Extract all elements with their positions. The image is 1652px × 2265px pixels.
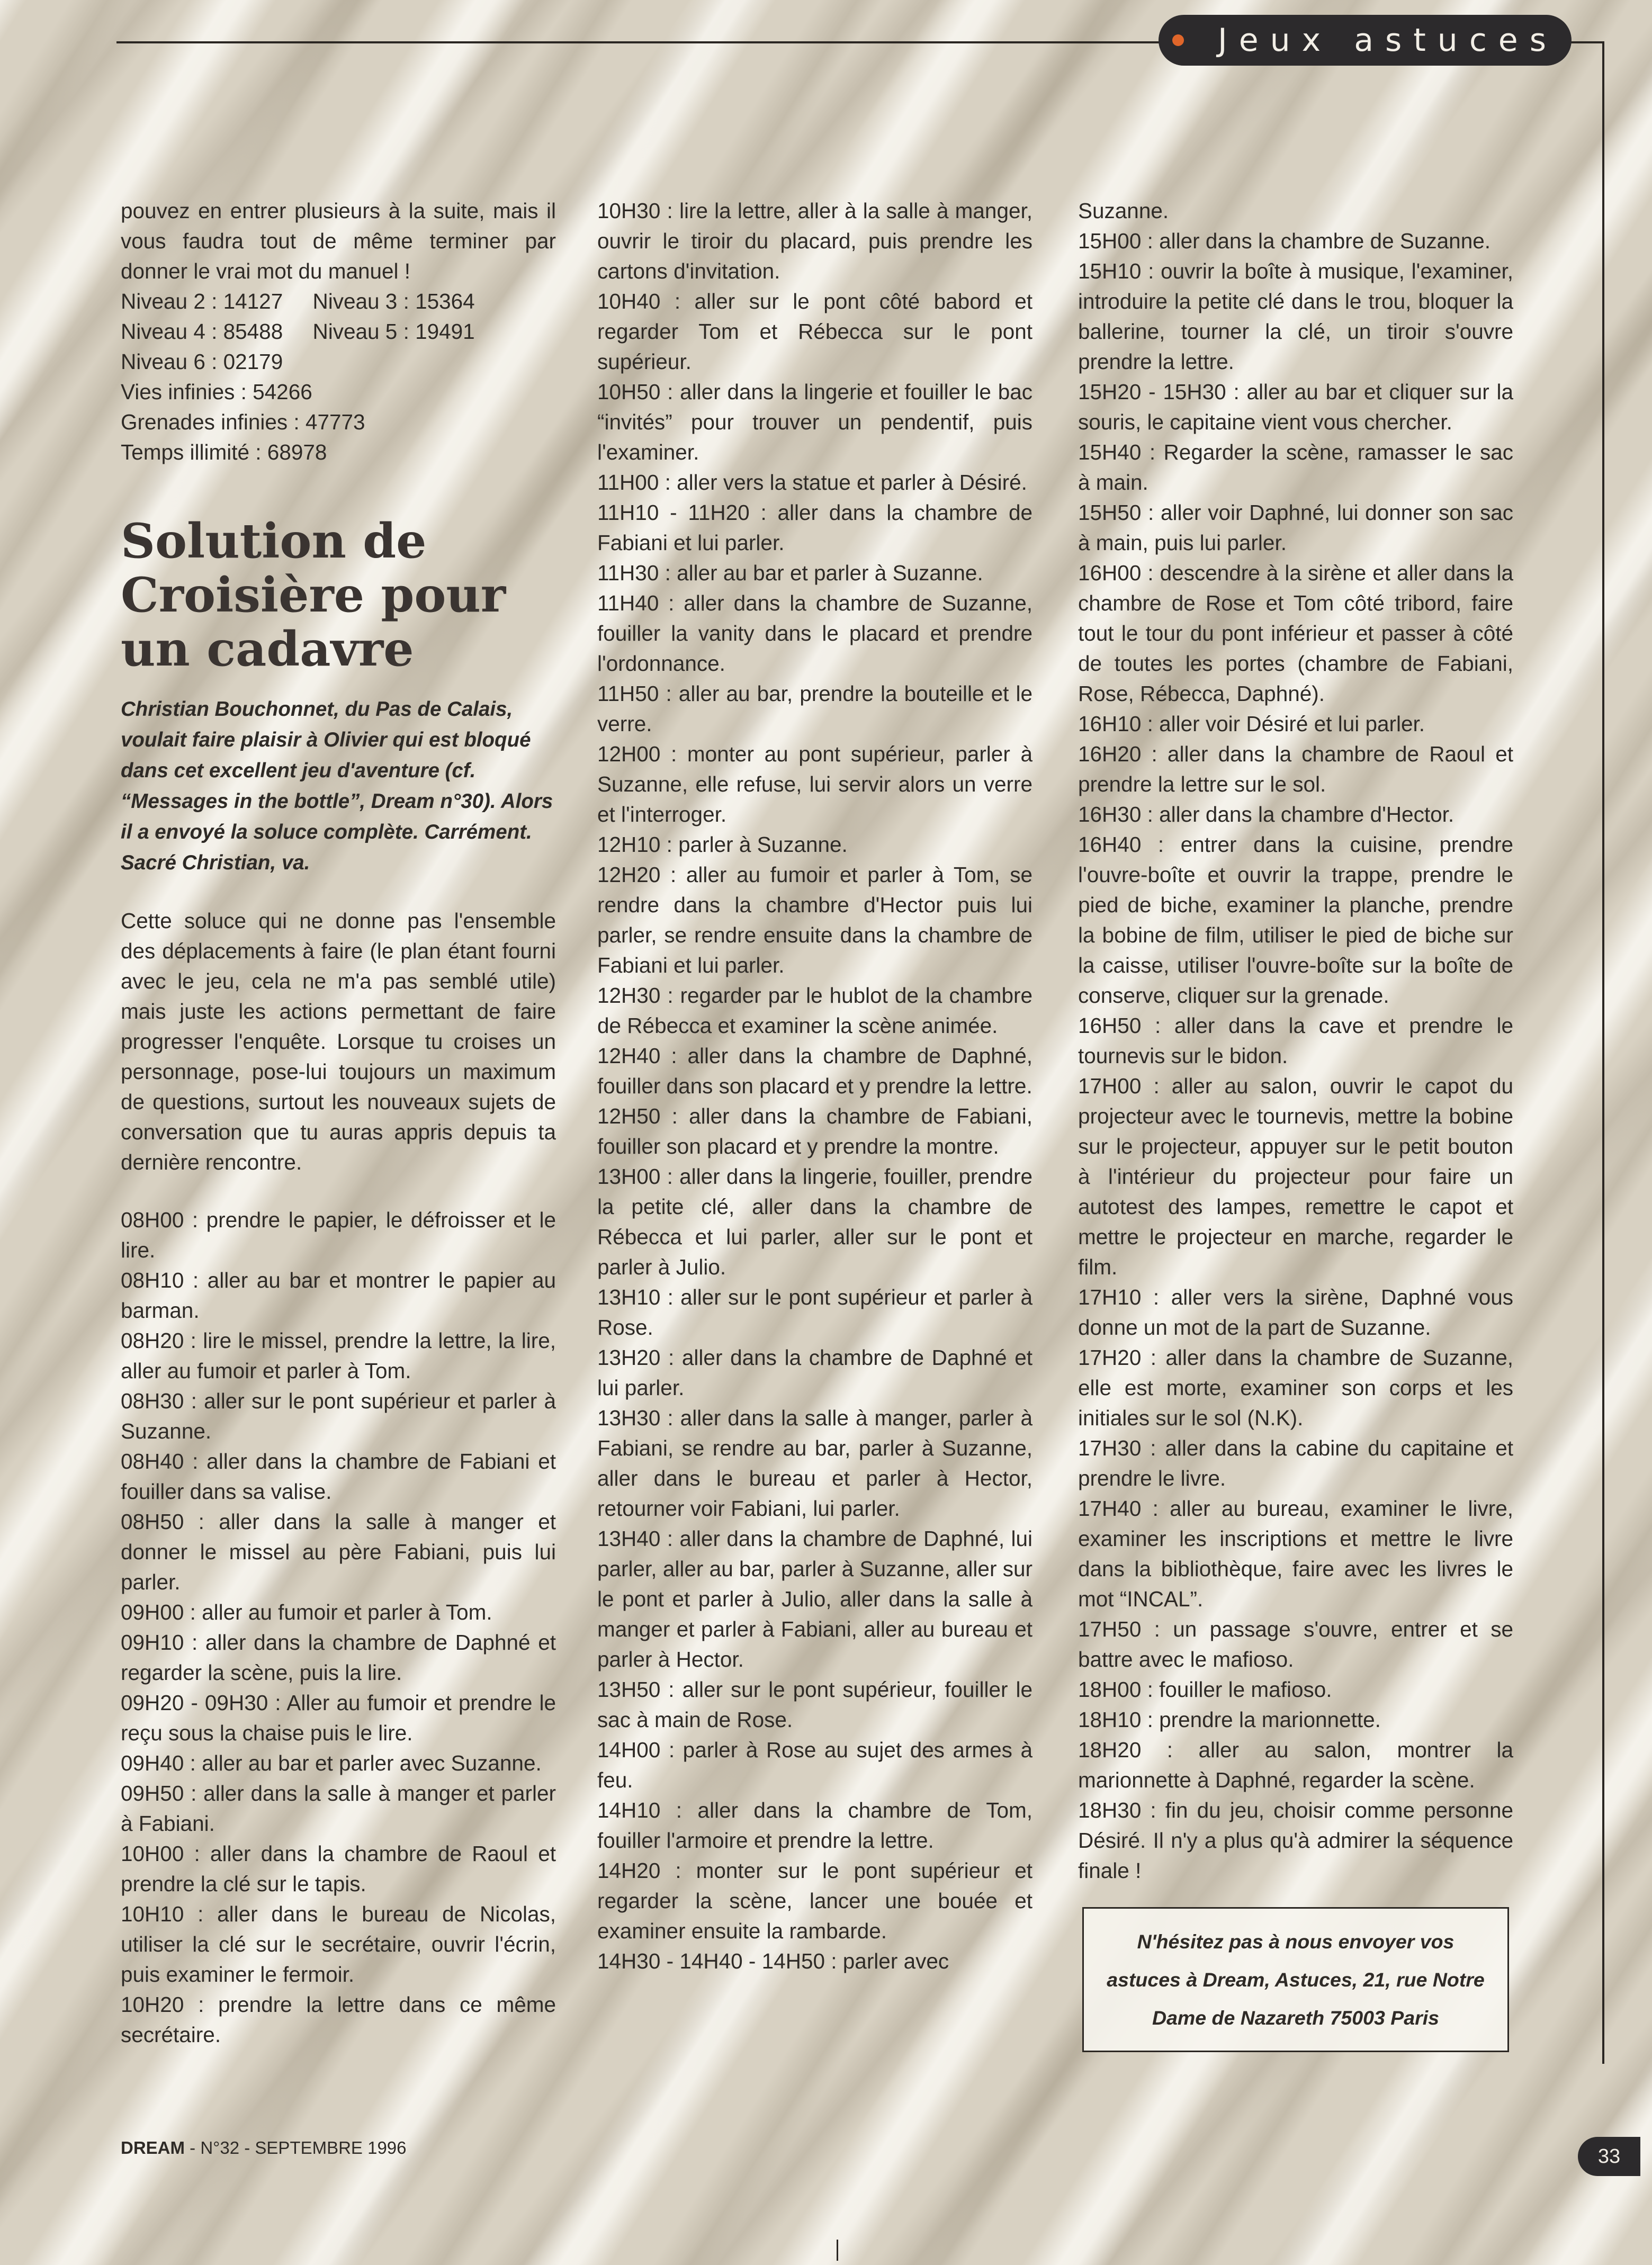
walkthrough-step: 14H30 - 14H40 - 14H50 : parler avec: [597, 1949, 949, 1973]
walkthrough-step: 15H20 - 15H30 : aller au bar et cliquer sur la souris, le capitaine vient vous chercher.: [1078, 380, 1513, 434]
walkthrough-step: 14H20 : monter sur le pont supérieur et regarder la scène, lancer une bouée et examiner ensuite la rambarde.: [597, 1858, 1032, 1943]
walkthrough-step: 16H20 : aller dans la chambre de Raoul et prendre la lettre sur le sol.: [1078, 742, 1513, 796]
walkthrough-step: 18H20 : aller au salon, montrer la marionnette à Daphné, regarder la scène.: [1078, 1738, 1513, 1792]
walkthrough-step: 08H50 : aller dans la salle à manger et donner le missel au père Fabiani, puis lui parler.: [121, 1509, 556, 1594]
walkthrough-step: 12H10 : parler à Suzanne.: [597, 832, 848, 857]
walkthrough-step: 09H50 : aller dans la salle à manger et parler à Fabiani.: [121, 1781, 556, 1836]
walkthrough-step: 08H20 : lire le missel, prendre la lettre, la lire, aller au fumoir et parler à Tom.: [121, 1328, 556, 1383]
walkthrough-step: 09H20 - 09H30 : Aller au fumoir et prendre le reçu sous la chaise puis le lire.: [121, 1691, 556, 1745]
section-label: Jeux astuces: [1218, 22, 1558, 59]
page-number: 33: [1597, 2145, 1621, 2168]
right-margin-rule: [1602, 41, 1604, 2064]
column-1: [121, 196, 556, 2050]
walkthrough-step: 10H40 : aller sur le pont côté babord et regarder Tom et Rébecca sur le pont supérieur.: [597, 289, 1032, 374]
code-line: Vies infinies : 54266: [121, 380, 312, 404]
article-title: Solution de Croisière pour un cadavre: [121, 513, 506, 677]
text-line: pouvez en entrer plusieurs à la suite, mais il vous faudra tout de même terminer par donner le vrai mot du manuel !: [121, 199, 556, 283]
code-line: Niveau 6 : 02179: [121, 349, 283, 374]
walkthrough-step: 11H50 : aller au bar, prendre la bouteille et le verre.: [597, 681, 1032, 736]
walkthrough-step: 12H30 : regarder par le hublot de la chambre de Rébecca et examiner la scène animée.: [597, 983, 1032, 1038]
walkthrough-step: 12H00 : monter au pont supérieur, parler à Suzanne, elle refuse, lui servir alors un verre et l'interroger.: [597, 742, 1032, 826]
walkthrough-step: 17H40 : aller au bureau, examiner le livre, examiner les inscriptions et mettre le livre dans la bibliothèque, faire avec les livres le mot “INCAL”.: [1078, 1496, 1513, 1611]
walkthrough-step: 17H10 : aller vers la sirène, Daphné vous donne un mot de la part de Suzanne.: [1078, 1285, 1513, 1340]
walkthrough-step: 18H10 : prendre la marionnette.: [1078, 1707, 1381, 1732]
bottom-center-mark: [837, 2240, 838, 2261]
article-body-paragraph: Cette soluce qui ne donne pas l'ensemble des déplacements à faire (le plan étant fourni avec le jeu, cela ne m'a pas semblé utile) mais juste les actions permettant de faire progresser l'enquête. Lorsque tu croises un personnage, pose-lui toujours un maximum de questions, surtout les nouveaux sujets de conversation que tu auras appris depuis ta dernière rencontre.: [121, 909, 556, 1174]
walkthrough-step: 12H20 : aller au fumoir et parler à Tom, se rendre dans la chambre d'Hector puis lui parler, se rendre ensuite dans la chambre de Fabiani et lui parler.: [597, 862, 1032, 977]
walkthrough-step: 11H10 - 11H20 : aller dans la chambre de Fabiani et lui parler.: [597, 500, 1032, 555]
walkthrough-step: 10H00 : aller dans la chambre de Raoul et prendre la clé sur le tapis.: [121, 1841, 556, 1896]
walkthrough-step: 16H00 : descendre à la sirène et aller dans la chambre de Rose et Tom côté tribord, faire tout le tour du pont inférieur et passer à côté de toutes les portes (chambre de Fabiani, Rose, Rébecca, Daphné).: [1078, 561, 1513, 706]
contact-info-box: N'hésitez pas à nous envoyer vos astuces à Dream, Astuces, 21, rue Notre Dame de Nazareth 75003 Paris: [1082, 1907, 1509, 2052]
walkthrough-step: 11H30 : aller au bar et parler à Suzanne.: [597, 561, 983, 585]
walkthrough-step: 08H10 : aller au bar et montrer le papier au barman.: [121, 1268, 556, 1323]
walkthrough-step: 17H30 : aller dans la cabine du capitaine et prendre le livre.: [1078, 1436, 1513, 1490]
walkthrough-step: 18H00 : fouiller le mafioso.: [1078, 1677, 1332, 1702]
code-line: Grenades infinies : 47773: [121, 410, 365, 434]
walkthrough-step: 09H10 : aller dans la chambre de Daphné et regarder la scène, puis la lire.: [121, 1630, 556, 1685]
walkthrough-step: 16H40 : entrer dans la cuisine, prendre l'ouvre-boîte et ouvrir la trappe, prendre le pied de biche, examiner la planche, prendre la bobine de film, utiliser le pied de biche sur la caisse, utiliser l'ouvre-boîte sur la boîte de conserve, cliquer sur la grenade.: [1078, 832, 1513, 1008]
walkthrough-step: 17H50 : un passage s'ouvre, entrer et se battre avec le mafioso.: [1078, 1617, 1513, 1671]
walkthrough-step: 13H50 : aller sur le pont supérieur, fouiller le sac à main de Rose.: [597, 1677, 1032, 1732]
walkthrough-step: 15H10 : ouvrir la boîte à musique, l'examiner, introduire la petite clé dans le trou, bloquer la ballerine, tourner la clé, un tiroir s'ouvre prendre la lettre.: [1078, 259, 1513, 374]
walkthrough-step: Suzanne.: [1078, 199, 1169, 223]
section-header-tab: [1159, 15, 1572, 66]
walkthrough-step: 12H50 : aller dans la chambre de Fabiani, fouiller son placard et y prendre la montre.: [597, 1104, 1032, 1158]
walkthrough-step: 17H20 : aller dans la chambre de Suzanne, elle est morte, examiner son corps et les initiales sur le sol (N.K).: [1078, 1345, 1513, 1430]
issue-info: - N°32 - SEPTEMBRE 1996: [185, 2138, 407, 2158]
walkthrough-step: 09H00 : aller au fumoir et parler à Tom.: [121, 1600, 492, 1624]
walkthrough-step: 13H10 : aller sur le pont supérieur et parler à Rose.: [597, 1285, 1032, 1340]
column-3: [1078, 196, 1513, 2052]
walkthrough-step: 16H50 : aller dans la cave et prendre le tournevis sur le bidon.: [1078, 1013, 1513, 1068]
walkthrough-step: 14H10 : aller dans la chambre de Tom, fouiller l'armoire et prendre la lettre.: [597, 1798, 1032, 1853]
code-line: Niveau 4 : 85488 Niveau 5 : 19491: [121, 319, 475, 344]
walkthrough-step: 17H00 : aller au salon, ouvrir le capot du projecteur avec le tournevis, mettre la bobine sur le projecteur, appuyer sur le petit bouton à l'intérieur du projecteur pour faire un autotest des lampes, remettre le capot et mettre le projecteur en marche, regarder le film.: [1078, 1074, 1513, 1279]
walkthrough-step: 13H20 : aller dans la chambre de Daphné et lui parler.: [597, 1345, 1032, 1400]
code-line: Temps illimité : 68978: [121, 440, 327, 464]
walkthrough-step: 11H40 : aller dans la chambre de Suzanne, fouiller la vanity dans le placard et prendre l'ordonnance.: [597, 591, 1032, 676]
walkthrough-step: 10H10 : aller dans le bureau de Nicolas, utiliser la clé sur le secrétaire, ouvrir l'écrin, puis examiner le fermoir.: [121, 1902, 556, 1987]
walkthrough-step: 10H20 : prendre la lettre dans ce même secrétaire.: [121, 1992, 556, 2047]
page-footer: [121, 2138, 407, 2158]
walkthrough-step: 15H50 : aller voir Daphné, lui donner son sac à main, puis lui parler.: [1078, 500, 1513, 555]
walkthrough-step: 11H00 : aller vers la statue et parler à Désiré.: [597, 470, 1027, 495]
walkthrough-step: 13H30 : aller dans la salle à manger, parler à Fabiani, se rendre au bar, parler à Suzanne, aller dans le bureau et parler à Hector, retourner voir Fabiani, lui parler.: [597, 1406, 1032, 1521]
code-line: Niveau 2 : 14127 Niveau 3 : 15364: [121, 289, 475, 313]
walkthrough-step: 10H30 : lire la lettre, aller à la salle à manger, ouvrir le tiroir du placard, puis prendre les cartons d'invitation.: [597, 199, 1032, 283]
walkthrough-step: 09H40 : aller au bar et parler avec Suzanne.: [121, 1751, 542, 1775]
walkthrough-step: 08H30 : aller sur le pont supérieur et parler à Suzanne.: [121, 1389, 556, 1443]
page-number-tab: [1578, 2137, 1640, 2176]
walkthrough-step: 14H00 : parler à Rose au sujet des armes à feu.: [597, 1738, 1032, 1792]
walkthrough-step: 08H00 : prendre le papier, le défroisser et le lire.: [121, 1208, 556, 1262]
magazine-name: DREAM: [121, 2138, 185, 2158]
walkthrough-step: 13H40 : aller dans la chambre de Daphné, lui parler, aller au bar, parler à Suzanne, aller sur le pont et parler à Julio, aller dans la salle à manger et parler à Fabiani, aller au bureau et parler à Hector.: [597, 1526, 1032, 1671]
walkthrough-step: 10H50 : aller dans la lingerie et fouiller le bac “invités” pour trouver un pendentif, puis l'examiner.: [597, 380, 1032, 464]
column-2: [597, 196, 1032, 1976]
walkthrough-step: 13H00 : aller dans la lingerie, fouiller, prendre la petite clé, aller dans la chambre de Rébecca et lui parler, aller sur le pont et parler à Julio.: [597, 1164, 1032, 1279]
walkthrough-step: 12H40 : aller dans la chambre de Daphné, fouiller dans son placard et y prendre la lettre.: [597, 1044, 1032, 1098]
walkthrough-step: 16H10 : aller voir Désiré et lui parler.: [1078, 712, 1425, 736]
walkthrough-step: 16H30 : aller dans la chambre d'Hector.: [1078, 802, 1455, 826]
article-intro: Christian Bouchonnet, du Pas de Calais, voulait faire plaisir à Olivier qui est bloqué dans cet excellent jeu d'aventure (cf. “Messages in the bottle”, Dream n°30). Alors il a envoyé la soluce complète. Carrément. Sacré Christian, va.: [121, 698, 553, 874]
walkthrough-step: 18H30 : fin du jeu, choisir comme personne Désiré. Il n'y a plus qu'à admirer la séquence finale !: [1078, 1798, 1513, 1883]
walkthrough-step: 08H40 : aller dans la chambre de Fabiani et fouiller dans sa valise.: [121, 1449, 556, 1504]
bullet-dot-icon: [1172, 34, 1184, 46]
walkthrough-step: 15H40 : Regarder la scène, ramasser le sac à main.: [1078, 440, 1513, 495]
walkthrough-step: 15H00 : aller dans la chambre de Suzanne.: [1078, 229, 1491, 253]
